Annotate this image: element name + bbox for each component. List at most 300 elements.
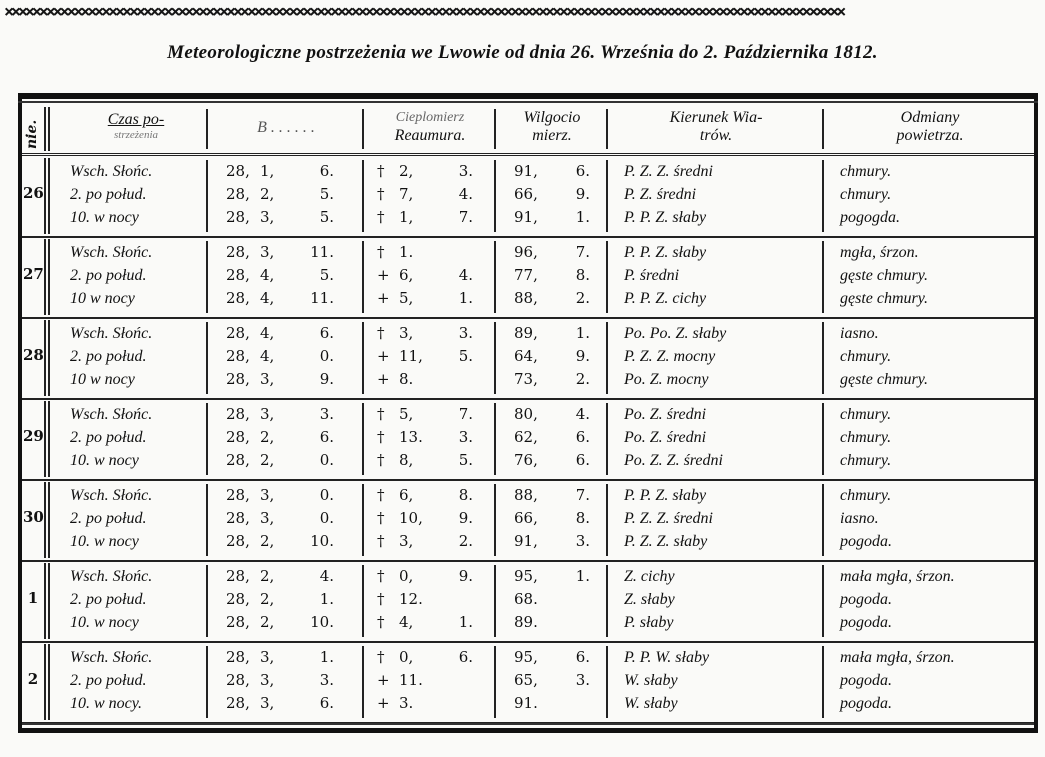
wind-direction: P. P. Z. słaby bbox=[624, 244, 707, 261]
humidity-fraction: 8. bbox=[575, 509, 590, 527]
humidity-fraction: 7. bbox=[575, 243, 590, 261]
barometer-lines: 2, bbox=[260, 532, 275, 550]
humidity-reading bbox=[514, 183, 604, 206]
column-divider bbox=[494, 565, 496, 637]
observation-time: 2. po połud. bbox=[70, 429, 147, 446]
temperature-degrees: 4, bbox=[399, 613, 414, 631]
plus-sign-icon: † bbox=[377, 532, 385, 550]
column-divider bbox=[494, 484, 496, 556]
temperature-degrees: 3. bbox=[399, 694, 414, 712]
wind-direction: P. Z. Z. średni bbox=[624, 163, 713, 180]
barometer-lines: 2, bbox=[260, 613, 275, 631]
barometer-fraction: 6. bbox=[319, 428, 334, 446]
humidity-whole: 91, bbox=[514, 208, 538, 226]
weather-condition: chmury. bbox=[840, 487, 892, 504]
barometer-fraction: 0. bbox=[319, 347, 334, 365]
humidity-fraction: 6. bbox=[575, 451, 590, 469]
temperature-reading bbox=[377, 484, 493, 507]
day-number: 29 bbox=[23, 427, 44, 445]
humidity-whole: 88, bbox=[514, 289, 538, 307]
temperature-reading bbox=[377, 264, 493, 287]
wind-direction: P. Z. średni bbox=[624, 186, 697, 203]
humidity-whole: 91, bbox=[514, 532, 538, 550]
time-column bbox=[66, 642, 206, 722]
barometer-reading bbox=[226, 287, 360, 310]
header-hygrometer-line1: Wilgocio bbox=[523, 109, 581, 126]
temperature-tenths: 6. bbox=[458, 648, 473, 666]
temperature-degrees: 8. bbox=[399, 370, 414, 388]
time-column bbox=[66, 399, 206, 479]
hygrometer-column bbox=[500, 480, 604, 560]
column-divider bbox=[822, 646, 824, 718]
wind-direction: P. Z. Z. średni bbox=[624, 510, 713, 527]
temperature-reading bbox=[377, 669, 493, 692]
temperature-tenths: 4. bbox=[458, 185, 473, 203]
barometer-lines: 3, bbox=[260, 370, 275, 388]
observation-time: Wsch. Słońc. bbox=[70, 487, 153, 504]
wind-direction: Po. Po. Z. słaby bbox=[624, 325, 727, 342]
column-divider bbox=[44, 401, 50, 477]
plus-sign-icon: † bbox=[377, 567, 385, 585]
humidity-whole: 66, bbox=[514, 509, 538, 527]
hygrometer-column bbox=[500, 156, 604, 236]
barometer-inches: 28, bbox=[226, 347, 250, 365]
barometer-reading bbox=[226, 322, 360, 345]
thermometer-column bbox=[367, 237, 493, 317]
barometer-lines: 3, bbox=[260, 486, 275, 504]
day-number: 30 bbox=[23, 508, 44, 526]
column-divider bbox=[494, 109, 496, 149]
weather-condition: gęste chmury. bbox=[840, 371, 928, 388]
wind-column bbox=[612, 156, 820, 236]
barometer-lines: 3, bbox=[260, 405, 275, 423]
day-number: 27 bbox=[23, 265, 44, 283]
weather-condition: chmury. bbox=[840, 429, 892, 446]
temperature-reading bbox=[377, 183, 493, 206]
humidity-fraction: 1. bbox=[575, 324, 590, 342]
column-divider bbox=[362, 484, 364, 556]
temperature-reading bbox=[377, 646, 493, 669]
humidity-reading bbox=[514, 206, 604, 229]
temperature-reading bbox=[377, 241, 493, 264]
barometer-fraction: 5. bbox=[319, 266, 334, 284]
observation-time: Wsch. Słońc. bbox=[70, 163, 153, 180]
column-divider bbox=[206, 241, 208, 313]
temperature-degrees: 2, bbox=[399, 162, 414, 180]
barometer-inches: 28, bbox=[226, 486, 250, 504]
table-bottom-rule-thin bbox=[22, 723, 1034, 725]
column-divider bbox=[44, 563, 50, 639]
header-thermometer-line1: Cieplomierz bbox=[395, 110, 465, 125]
barometer-reading bbox=[226, 588, 360, 611]
barometer-fraction: 0. bbox=[319, 451, 334, 469]
temperature-degrees: 11, bbox=[399, 347, 423, 365]
weather-column bbox=[830, 642, 1030, 722]
thermometer-column bbox=[367, 480, 493, 560]
day-block bbox=[22, 480, 1034, 562]
header-wind bbox=[612, 105, 820, 153]
humidity-whole: 68. bbox=[514, 590, 538, 608]
temperature-tenths: 7. bbox=[458, 208, 473, 226]
header-weather-line2: powietrza. bbox=[896, 127, 964, 144]
decorative-border: ××××××××××××××××××××××××××××××××××××××××××××××××××××××××××××××××××××××××××××××××××××××××××××××××××××××××××××××××××××××××× bbox=[4, 2, 844, 22]
header-weather-line1: Odmiany bbox=[900, 109, 960, 126]
wind-direction: Po. Z. średni bbox=[624, 429, 707, 446]
barometer-reading bbox=[226, 206, 360, 229]
observation-time: Wsch. Słońc. bbox=[70, 649, 153, 666]
wind-direction: P. słaby bbox=[624, 614, 674, 631]
day-number: 2 bbox=[27, 670, 39, 688]
temperature-reading bbox=[377, 530, 493, 553]
column-divider bbox=[206, 565, 208, 637]
weather-condition: chmury. bbox=[840, 452, 892, 469]
header-hygrometer bbox=[500, 105, 604, 153]
humidity-reading bbox=[514, 669, 604, 692]
weather-condition: iasno. bbox=[840, 325, 879, 342]
observation-time: 10. w nocy. bbox=[70, 695, 142, 712]
barometer-inches: 28, bbox=[226, 451, 250, 469]
barometer-fraction: 1. bbox=[319, 648, 334, 666]
humidity-fraction: 9. bbox=[575, 185, 590, 203]
barometer-reading bbox=[226, 507, 360, 530]
day-block bbox=[22, 318, 1034, 400]
humidity-whole: 62, bbox=[514, 428, 538, 446]
temperature-reading bbox=[377, 345, 493, 368]
column-divider bbox=[606, 160, 608, 232]
column-divider bbox=[822, 565, 824, 637]
observation-time: 2. po połud. bbox=[70, 186, 147, 203]
header-thermometer bbox=[367, 105, 493, 153]
barometer-lines: 2, bbox=[260, 451, 275, 469]
observation-time: 2. po połud. bbox=[70, 510, 147, 527]
table-bottom-rule bbox=[22, 728, 1034, 733]
column-divider bbox=[206, 109, 208, 149]
weather-table bbox=[18, 93, 1038, 733]
temperature-reading bbox=[377, 449, 493, 472]
thermometer-column bbox=[367, 318, 493, 398]
temperature-tenths: 1. bbox=[458, 613, 473, 631]
column-divider bbox=[822, 109, 824, 149]
barometer-reading bbox=[226, 530, 360, 553]
column-divider bbox=[606, 565, 608, 637]
time-column bbox=[66, 480, 206, 560]
plus-sign-icon: + bbox=[377, 694, 390, 712]
plus-sign-icon: † bbox=[377, 428, 385, 446]
barometer-lines: 4, bbox=[260, 347, 275, 365]
temperature-degrees: 6, bbox=[399, 486, 414, 504]
wind-column bbox=[612, 318, 820, 398]
humidity-whole: 66, bbox=[514, 185, 538, 203]
header-barometer bbox=[212, 105, 360, 153]
time-column bbox=[66, 237, 206, 317]
humidity-reading bbox=[514, 507, 604, 530]
column-divider bbox=[206, 322, 208, 394]
header-day: nie. bbox=[24, 119, 40, 149]
humidity-whole: 73, bbox=[514, 370, 538, 388]
barometer-reading bbox=[226, 345, 360, 368]
barometer-fraction: 4. bbox=[319, 567, 334, 585]
temperature-degrees: 0, bbox=[399, 567, 414, 585]
weather-column bbox=[830, 399, 1030, 479]
wind-direction: Po. Z. mocny bbox=[624, 371, 709, 388]
humidity-reading bbox=[514, 345, 604, 368]
wind-direction: Po. Z. średni bbox=[624, 406, 707, 423]
observation-time: 10 w nocy bbox=[70, 371, 135, 388]
humidity-fraction: 9. bbox=[575, 347, 590, 365]
column-divider bbox=[206, 403, 208, 475]
temperature-tenths: 7. bbox=[458, 405, 473, 423]
column-divider bbox=[206, 160, 208, 232]
temperature-reading bbox=[377, 565, 493, 588]
column-divider bbox=[494, 646, 496, 718]
wind-column bbox=[612, 561, 820, 641]
temperature-degrees: 13. bbox=[399, 428, 423, 446]
humidity-fraction: 1. bbox=[575, 567, 590, 585]
weather-condition: mała mgła, śrzon. bbox=[840, 568, 955, 585]
barometer-fraction: 10. bbox=[310, 613, 334, 631]
weather-column bbox=[830, 480, 1030, 560]
barometer-lines: 2, bbox=[260, 428, 275, 446]
weather-condition: chmury. bbox=[840, 163, 892, 180]
barometer-reading bbox=[226, 692, 360, 715]
weather-condition: pogoda. bbox=[840, 672, 892, 689]
barometer-fraction: 11. bbox=[310, 289, 334, 307]
column-divider bbox=[822, 484, 824, 556]
temperature-reading bbox=[377, 206, 493, 229]
weather-condition: chmury. bbox=[840, 348, 892, 365]
column-divider bbox=[44, 107, 50, 151]
temperature-degrees: 3, bbox=[399, 324, 414, 342]
barometer-lines: 2, bbox=[260, 590, 275, 608]
wind-direction: P. Z. Z. słaby bbox=[624, 533, 708, 550]
humidity-whole: 89. bbox=[514, 613, 538, 631]
barometer-lines: 3, bbox=[260, 694, 275, 712]
barometer-fraction: 6. bbox=[319, 694, 334, 712]
humidity-reading bbox=[514, 368, 604, 391]
column-divider bbox=[822, 403, 824, 475]
wind-direction: W. słaby bbox=[624, 695, 678, 712]
hygrometer-column bbox=[500, 642, 604, 722]
temperature-degrees: 12. bbox=[399, 590, 423, 608]
temperature-reading bbox=[377, 368, 493, 391]
humidity-fraction: 6. bbox=[575, 162, 590, 180]
barometer-inches: 28, bbox=[226, 185, 250, 203]
humidity-reading bbox=[514, 241, 604, 264]
column-divider bbox=[494, 241, 496, 313]
header-time-line2: strzeżenia bbox=[114, 129, 158, 141]
barometer-inches: 28, bbox=[226, 532, 250, 550]
temperature-reading bbox=[377, 322, 493, 345]
wind-column bbox=[612, 642, 820, 722]
humidity-fraction: 1. bbox=[575, 208, 590, 226]
weather-column bbox=[830, 561, 1030, 641]
barometer-inches: 28, bbox=[226, 289, 250, 307]
header-weather bbox=[830, 105, 1030, 153]
barometer-lines: 3, bbox=[260, 243, 275, 261]
barometer-fraction: 0. bbox=[319, 509, 334, 527]
observation-time: 10. w nocy bbox=[70, 533, 139, 550]
barometer-fraction: 6. bbox=[319, 162, 334, 180]
barometer-reading bbox=[226, 403, 360, 426]
barometer-lines: 2, bbox=[260, 567, 275, 585]
barometer-reading bbox=[226, 368, 360, 391]
humidity-whole: 91. bbox=[514, 694, 538, 712]
barometer-inches: 28, bbox=[226, 324, 250, 342]
humidity-reading bbox=[514, 611, 604, 634]
barometer-inches: 28, bbox=[226, 428, 250, 446]
barometer-fraction: 10. bbox=[310, 532, 334, 550]
weather-condition: pogoda. bbox=[840, 591, 892, 608]
day-block bbox=[22, 561, 1034, 643]
barometer-lines: 4, bbox=[260, 266, 275, 284]
barometer-inches: 28, bbox=[226, 370, 250, 388]
plus-sign-icon: † bbox=[377, 648, 385, 666]
observation-time: Wsch. Słońc. bbox=[70, 406, 153, 423]
barometer-column bbox=[212, 399, 360, 479]
weather-condition: chmury. bbox=[840, 406, 892, 423]
table-top-rule bbox=[18, 93, 1038, 99]
observation-time: 2. po połud. bbox=[70, 591, 147, 608]
observation-time: Wsch. Słońc. bbox=[70, 325, 153, 342]
humidity-reading bbox=[514, 403, 604, 426]
humidity-whole: 64, bbox=[514, 347, 538, 365]
barometer-fraction: 1. bbox=[319, 590, 334, 608]
temperature-tenths: 5. bbox=[458, 451, 473, 469]
plus-sign-icon: † bbox=[377, 451, 385, 469]
temperature-degrees: 3, bbox=[399, 532, 414, 550]
column-divider bbox=[44, 158, 50, 234]
temperature-tenths: 3. bbox=[458, 428, 473, 446]
plus-sign-icon: † bbox=[377, 613, 385, 631]
weather-condition: pogoda. bbox=[840, 695, 892, 712]
header-hygrometer-line2: mierz. bbox=[532, 127, 572, 144]
barometer-column bbox=[212, 156, 360, 236]
header-wind-line2: trów. bbox=[699, 127, 733, 144]
barometer-inches: 28, bbox=[226, 694, 250, 712]
humidity-whole: 88, bbox=[514, 486, 538, 504]
barometer-column bbox=[212, 318, 360, 398]
column-divider bbox=[822, 160, 824, 232]
temperature-tenths: 5. bbox=[458, 347, 473, 365]
plus-sign-icon: † bbox=[377, 243, 385, 261]
observation-time: 2. po połud. bbox=[70, 348, 147, 365]
observation-time: 2. po połud. bbox=[70, 672, 147, 689]
barometer-reading bbox=[226, 565, 360, 588]
thermometer-column bbox=[367, 399, 493, 479]
weather-condition: gęste chmury. bbox=[840, 290, 928, 307]
barometer-fraction: 9. bbox=[319, 370, 334, 388]
barometer-fraction: 3. bbox=[319, 405, 334, 423]
plus-sign-icon: † bbox=[377, 486, 385, 504]
weather-column bbox=[830, 237, 1030, 317]
plus-sign-icon: + bbox=[377, 347, 390, 365]
barometer-inches: 28, bbox=[226, 266, 250, 284]
column-divider bbox=[606, 322, 608, 394]
barometer-inches: 28, bbox=[226, 162, 250, 180]
day-block bbox=[22, 156, 1034, 238]
barometer-inches: 28, bbox=[226, 648, 250, 666]
plus-sign-icon: † bbox=[377, 324, 385, 342]
barometer-fraction: 11. bbox=[310, 243, 334, 261]
plus-sign-icon: † bbox=[377, 162, 385, 180]
observation-time: 2. po połud. bbox=[70, 267, 147, 284]
column-divider bbox=[606, 241, 608, 313]
column-divider bbox=[44, 644, 50, 720]
humidity-reading bbox=[514, 484, 604, 507]
wind-direction: P. Z. Z. mocny bbox=[624, 348, 716, 365]
humidity-reading bbox=[514, 426, 604, 449]
humidity-reading bbox=[514, 588, 604, 611]
humidity-fraction: 3. bbox=[575, 532, 590, 550]
thermometer-column bbox=[367, 561, 493, 641]
weather-column bbox=[830, 318, 1030, 398]
observation-time: 10. w nocy bbox=[70, 209, 139, 226]
wind-column bbox=[612, 237, 820, 317]
humidity-reading bbox=[514, 530, 604, 553]
weather-condition: gęste chmury. bbox=[840, 267, 928, 284]
humidity-whole: 77, bbox=[514, 266, 538, 284]
barometer-reading bbox=[226, 669, 360, 692]
column-divider bbox=[362, 322, 364, 394]
barometer-reading bbox=[226, 426, 360, 449]
barometer-lines: 1, bbox=[260, 162, 275, 180]
humidity-reading bbox=[514, 160, 604, 183]
column-divider bbox=[494, 322, 496, 394]
temperature-tenths: 9. bbox=[458, 509, 473, 527]
humidity-reading bbox=[514, 692, 604, 715]
humidity-whole: 65, bbox=[514, 671, 538, 689]
temperature-degrees: 7, bbox=[399, 185, 414, 203]
plus-sign-icon: † bbox=[377, 208, 385, 226]
humidity-fraction: 7. bbox=[575, 486, 590, 504]
barometer-inches: 28, bbox=[226, 243, 250, 261]
column-divider bbox=[206, 484, 208, 556]
humidity-reading bbox=[514, 646, 604, 669]
temperature-reading bbox=[377, 507, 493, 530]
plus-sign-icon: + bbox=[377, 370, 390, 388]
temperature-degrees: 1, bbox=[399, 208, 414, 226]
column-divider bbox=[44, 239, 50, 315]
barometer-column bbox=[212, 561, 360, 641]
time-column bbox=[66, 318, 206, 398]
day-block bbox=[22, 399, 1034, 481]
humidity-whole: 91, bbox=[514, 162, 538, 180]
barometer-inches: 28, bbox=[226, 405, 250, 423]
barometer-reading bbox=[226, 160, 360, 183]
column-divider bbox=[362, 403, 364, 475]
barometer-column bbox=[212, 642, 360, 722]
thermometer-column bbox=[367, 156, 493, 236]
weather-condition: pogoda. bbox=[840, 533, 892, 550]
hygrometer-column bbox=[500, 399, 604, 479]
wind-direction: Z. słaby bbox=[624, 591, 675, 608]
header-thermometer-line2: Reaumura. bbox=[394, 127, 466, 144]
day-number: 1 bbox=[27, 589, 39, 607]
barometer-reading bbox=[226, 484, 360, 507]
day-number: 28 bbox=[23, 346, 44, 364]
weather-condition: chmury. bbox=[840, 186, 892, 203]
weather-condition: mgła, śrzon. bbox=[840, 244, 919, 261]
humidity-fraction: 3. bbox=[575, 671, 590, 689]
humidity-fraction: 2. bbox=[575, 370, 590, 388]
barometer-lines: 2, bbox=[260, 185, 275, 203]
hygrometer-column bbox=[500, 237, 604, 317]
column-divider bbox=[362, 160, 364, 232]
temperature-reading bbox=[377, 287, 493, 310]
humidity-fraction: 8. bbox=[575, 266, 590, 284]
day-number: 26 bbox=[23, 184, 44, 202]
table-top-rule-thin bbox=[18, 101, 1038, 103]
